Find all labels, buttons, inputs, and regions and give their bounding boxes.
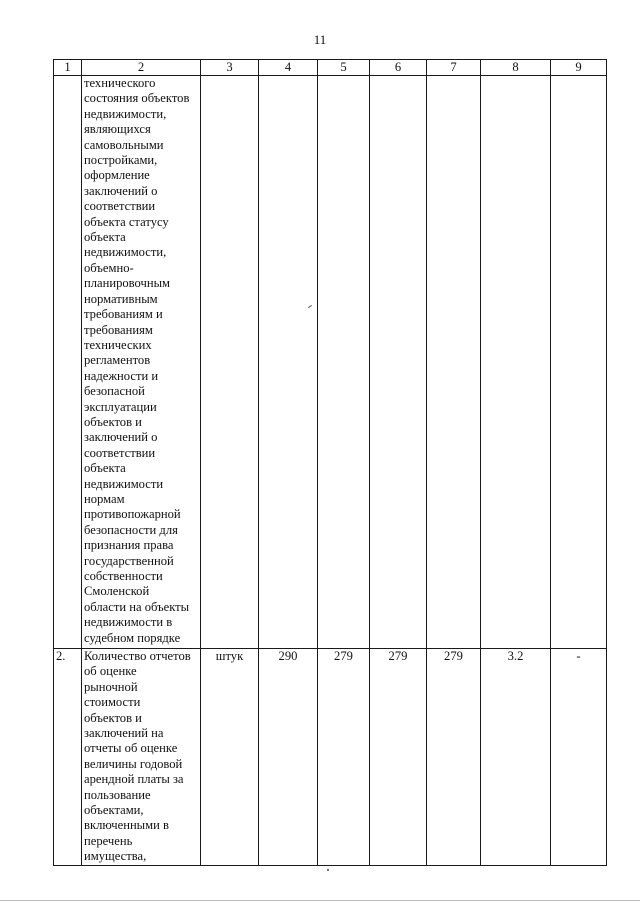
scan-dot — [327, 869, 329, 871]
description-line: состояния объектов — [84, 91, 190, 106]
column-header: 5 — [318, 60, 370, 76]
description-line: объемно- — [84, 260, 134, 275]
description-line: объектами, — [84, 803, 144, 818]
description-line: Смоленской — [84, 584, 150, 599]
description-line: планировочным — [84, 276, 171, 291]
unit-cell: штук — [201, 649, 259, 866]
description-line: нормам — [84, 491, 125, 506]
description-line: постройками, — [84, 153, 158, 168]
value-cell-5 — [318, 76, 370, 649]
table-row — [54, 76, 607, 649]
table-row — [54, 649, 607, 866]
value-cell-6: 279 — [370, 649, 427, 866]
description-line: признания права — [84, 538, 174, 553]
description-line: объектов и — [84, 710, 142, 725]
description-line: требованиям и — [84, 307, 163, 322]
description-line: нормативным — [84, 291, 158, 306]
description-line: заключений о — [84, 183, 158, 198]
column-header: 9 — [551, 60, 607, 76]
description-line: перечень — [84, 833, 133, 848]
description-line: государственной — [84, 553, 174, 568]
description-line: эксплуатации — [84, 399, 157, 414]
column-header: 3 — [201, 60, 259, 76]
description-line: недвижимости, — [84, 106, 167, 121]
description-line: недвижимости — [84, 476, 164, 491]
value-cell-4 — [259, 76, 318, 649]
description-line: недвижимости в — [84, 615, 173, 630]
description-line: отчеты об оценке — [84, 741, 178, 756]
column-header: 2 — [82, 60, 201, 76]
description-line: технических — [84, 337, 152, 352]
column-header: 7 — [427, 60, 481, 76]
description-line: надежности и — [84, 368, 159, 383]
description-line: безопасности для — [84, 522, 178, 537]
description-line: собственности — [84, 569, 163, 583]
value-cell-8: 3.2 — [481, 649, 551, 866]
value-cell-9: - — [551, 649, 607, 866]
column-header: 4 — [259, 60, 318, 76]
description-line: оформление — [84, 168, 150, 183]
description-line: Количество отчетов — [84, 649, 191, 663]
description-line: безопасной — [84, 384, 145, 399]
unit-cell — [201, 76, 259, 649]
indicators-table — [53, 59, 607, 866]
description-line: пользование — [84, 787, 151, 802]
description-line: величины годовой — [84, 756, 183, 771]
row-description — [82, 649, 201, 866]
description-line: соответствии — [84, 199, 156, 214]
description-line: технического — [84, 76, 156, 90]
description-line: требованиям — [84, 322, 153, 337]
description-line: рыночной — [84, 679, 138, 694]
value-cell-6 — [370, 76, 427, 649]
description-line: являющихся — [84, 122, 151, 137]
value-cell-9 — [551, 76, 607, 649]
description-line: заключений о — [84, 430, 158, 445]
value-cell-4: 290 — [259, 649, 318, 866]
value-cell-8 — [481, 76, 551, 649]
description-line: включенными в — [84, 818, 169, 833]
description-line: соответствии — [84, 445, 156, 460]
description-line: регламентов — [84, 353, 151, 368]
description-line: арендной платы за — [84, 772, 184, 787]
description-line: имущества, — [84, 849, 147, 864]
value-cell-5: 279 — [318, 649, 370, 866]
column-header: 8 — [481, 60, 551, 76]
row-description — [82, 76, 201, 649]
description-line: судебном порядке — [84, 630, 181, 645]
description-line: объекта — [84, 461, 126, 476]
column-number-row — [54, 60, 607, 76]
row-number — [54, 76, 82, 649]
description-line: противопожарной — [84, 507, 181, 522]
description-line: стоимости — [84, 695, 141, 710]
description-line: недвижимости, — [84, 245, 167, 260]
description-line: самовольными — [84, 137, 164, 152]
value-cell-7 — [427, 76, 481, 649]
column-header: 6 — [370, 60, 427, 76]
description-line: объекта статусу — [84, 214, 169, 229]
row-number: 2. — [54, 649, 82, 866]
value-cell-7: 279 — [427, 649, 481, 866]
description-line: области на объекты — [84, 599, 190, 614]
page-number: 11 — [313, 32, 327, 47]
description-line: объекта — [84, 230, 126, 245]
description-line: объектов и — [84, 414, 142, 429]
description-line: заключений на — [84, 726, 164, 741]
description-line: об оценке — [84, 664, 137, 679]
column-header: 1 — [54, 60, 82, 76]
scan-edge — [0, 900, 640, 901]
